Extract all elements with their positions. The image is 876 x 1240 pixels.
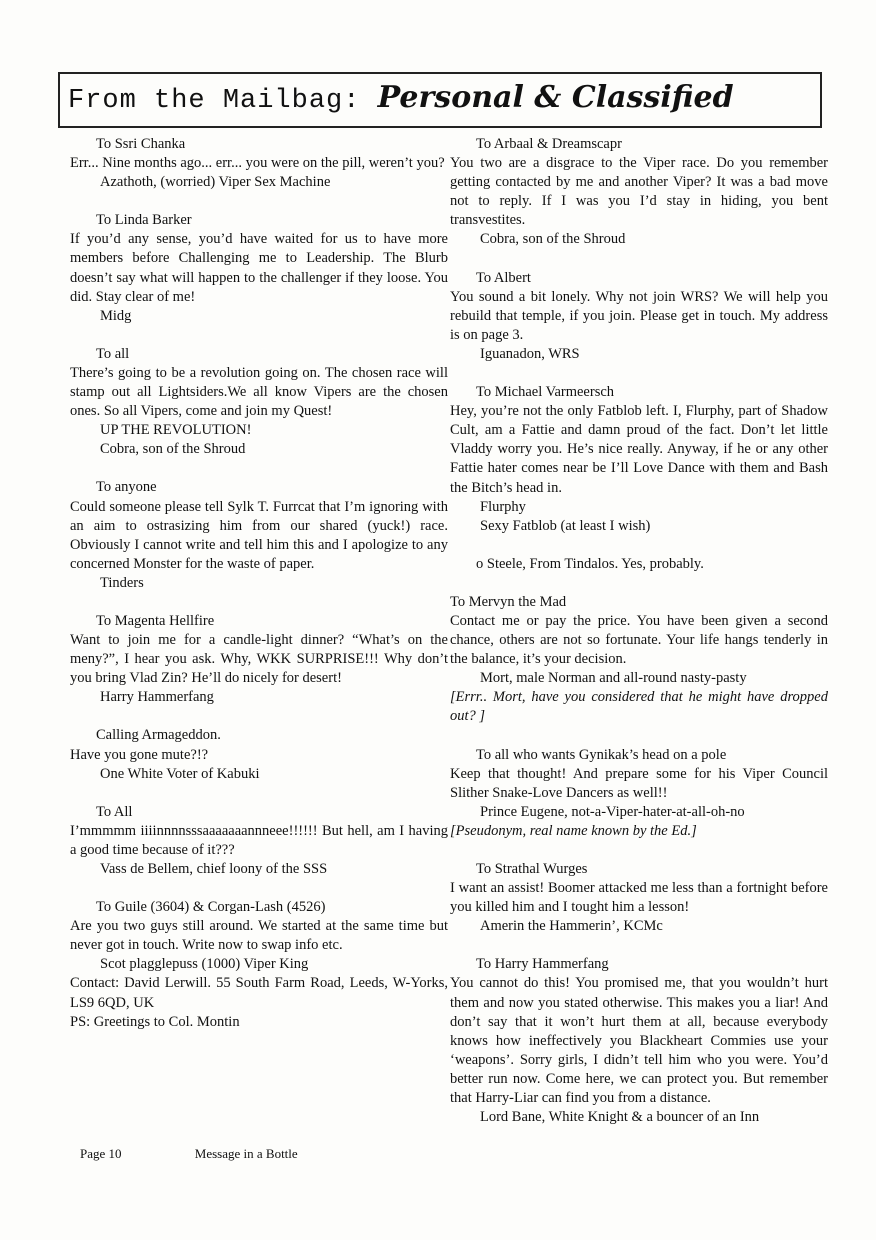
message-slogan: UP THE REVOLUTION! [100,422,252,439]
header-box [58,72,822,128]
message-recipient: o Steele, From Tindalos. Yes, probably. [476,555,704,572]
message-recipient: To all [96,345,130,362]
message-body: Contact me or pay the price. You have been given a second chance, others are not so fortunate. Your life hangs tenderly in the balance, it’s your decision. [450,612,828,668]
message-to-anyone [70,478,448,593]
message-signature: Prince Eugene, not-a-Viper-hater-at-all-oh-no [480,803,745,820]
message-signature: Tinders [100,574,144,591]
page-number: Page 10 [80,1146,122,1161]
message-body: I’mmmmm iiiinnnnsssaaaaaaannneee!!!!!! But hell, am I having a good time because of it??? [70,822,448,858]
message-mervyn-the-mad [450,593,828,727]
message-ssri-chanka [70,135,448,192]
message-body: Are you two guys still around. We started at the same time but never got in touch. Write now to swap info etc. [70,918,448,954]
message-recipient: To Strathal Wurges [476,861,588,877]
message-recipient: To Arbaal & Dreamscapr [476,136,622,152]
message-body: Want to join me for a candle-light dinner? “What’s on the meny?”, I hear you ask. Why, WKK SURPRISE!!! Why don’t you bring Vlad Zin? He’ll do nicely for desert! [70,632,448,687]
message-gynikak [450,746,828,841]
message-recipient: To Albert [476,269,531,286]
message-signature: Scot plagglepuss (1000) Viper King [100,956,309,973]
message-body: You two are a disgrace to the Viper race. Do you remember getting contacted by me and another Viper? It was a bad move not to reply. If I was you I’d stay in hiding, you bent transvestites. [450,155,828,229]
message-signature: Mort, male Norman and all-round nasty-pasty [480,670,747,687]
message-michael-varmeersch [450,383,828,536]
message-calling-armageddon [70,726,448,783]
message-guile-corgan [70,898,448,1032]
message-signature: Azathoth, (worried) Viper Sex Machine [100,174,331,191]
message-body: Hey, you’re not the only Fatblob left. I, Flurphy, part of Shadow Cult, am a Fattie and damn proud of the fact. Don’t let little Vladdy worry you. He’s nice really. Anyway, if he or any other Fattie hater comes near be I’ll Love Dance with them and Bash the Bitch’s head in. [450,403,828,496]
message-recipient: To Harry Hammerfang [476,956,609,973]
message-signature: Cobra, son of the Shroud [480,231,626,248]
message-signature: One White Voter of Kabuki [100,765,260,782]
right-column [450,135,828,1146]
message-signature: Iguanadon, WRS [480,345,580,362]
message-signature: Midg [100,307,132,324]
message-albert [450,269,828,364]
message-body: You cannot do this! You promised me, that you wouldn’t hurt them and now you stated otherwise. This makes you a liar! And don’t say that it won’t hurt them at all, because everybody knows how ineffectively you Blackheart Commies use your ‘weapons’. Sorry girls, I didn’t tell him who you were. You’d better run now. Come here, we can protect you. But remember that Harry-Liar can find you from a distance. [450,975,828,1107]
message-body: Keep that thought! And prepare some for his Viper Council Slither Snake-Love Dancers as well!! [450,765,828,801]
message-body: Could someone please tell Sylk T. Furrcat that I’m ignoring with an aim to ostrasizing him from our shared (yuck!) race. Obviously I cannot write and tell him this and I apologize to any concerned Monster for the waste of paper. [70,498,448,572]
message-body: Have you gone mute?!? [70,746,209,763]
message-body: I want an assist! Boomer attacked me less than a fortnight before you killed him and I tought him a lesson! [450,880,828,916]
page-footer [80,1146,368,1162]
message-recipient: Calling Armageddon. [96,727,221,744]
message-recipient: To Michael Varmeersch [476,384,615,401]
message-recipient: To Ssri Chanka [96,136,186,152]
message-arbaal-dreamscapr [450,135,828,250]
message-recipient: To Linda Barker [96,212,192,229]
message-recipient: To Guile (3604) & Corgan-Lash (4526) [96,899,326,916]
editor-note: [Errr.. Mort, have you considered that he might have dropped out? ] [450,689,828,725]
message-signature: Lord Bane, White Knight & a bouncer of an Inn [480,1109,760,1126]
message-body: If you’d any sense, you’d have waited for us to have more members before Challenging me to Leadership. The Blurb doesn’t say what will happen to the challenger if they loose. You did. Stay clear of me! [70,231,448,305]
postscript: PS: Greetings to Col. Montin [70,1013,240,1030]
page-title [68,80,734,116]
message-signature: Vass de Bellem, chief loony of the SSS [100,861,328,877]
contact-address: Contact: David Lerwill. 55 South Farm Road, Leeds, W-Yorks, LS9 6QD, UK [70,975,448,1011]
message-strathal-wurges [450,860,828,936]
message-recipient: To anyone [96,479,157,496]
message-recipient: To all who wants Gynikak’s head on a pole [476,746,727,763]
left-column [70,135,448,1051]
title-script: Personal & Classified [377,80,734,115]
message-to-all-revolution [70,345,448,460]
message-signature: Sexy Fatblob (at least I wish) [480,517,651,534]
message-signature-name: Flurphy [480,498,526,515]
message-signature: Harry Hammerfang [100,689,214,706]
message-recipient: To Magenta Hellfire [96,612,215,629]
message-to-all-insane [70,803,448,879]
message-signature: Amerin the Hammerin’, KCMc [480,918,663,935]
message-signature: Cobra, son of the Shroud [100,441,246,458]
message-magenta-hellfire [70,612,448,707]
message-body: Err... Nine months ago... err... you were on the pill, weren’t you? [70,155,445,172]
title-mono: From the Mailbag: [68,86,361,116]
message-steele [450,555,828,574]
message-body: You sound a bit lonely. Why not join WRS? We will help you rebuild that temple, if you join. Please get in touch. My address is on page 3. [450,288,828,343]
message-recipient: To Mervyn the Mad [450,593,567,610]
message-harry-hammerfang [450,955,828,1127]
editor-note: [Pseudonym, real name known by the Ed.] [450,822,697,839]
message-recipient: To All [96,803,133,820]
message-linda-barker [70,211,448,326]
publication-name: Message in a Bottle [194,1146,298,1161]
message-body: There’s going to be a revolution going on. The chosen race will stamp out all Lightsiders.We all know Vipers are the chosen ones. So all Vipers, come and join my Quest! [70,364,448,420]
